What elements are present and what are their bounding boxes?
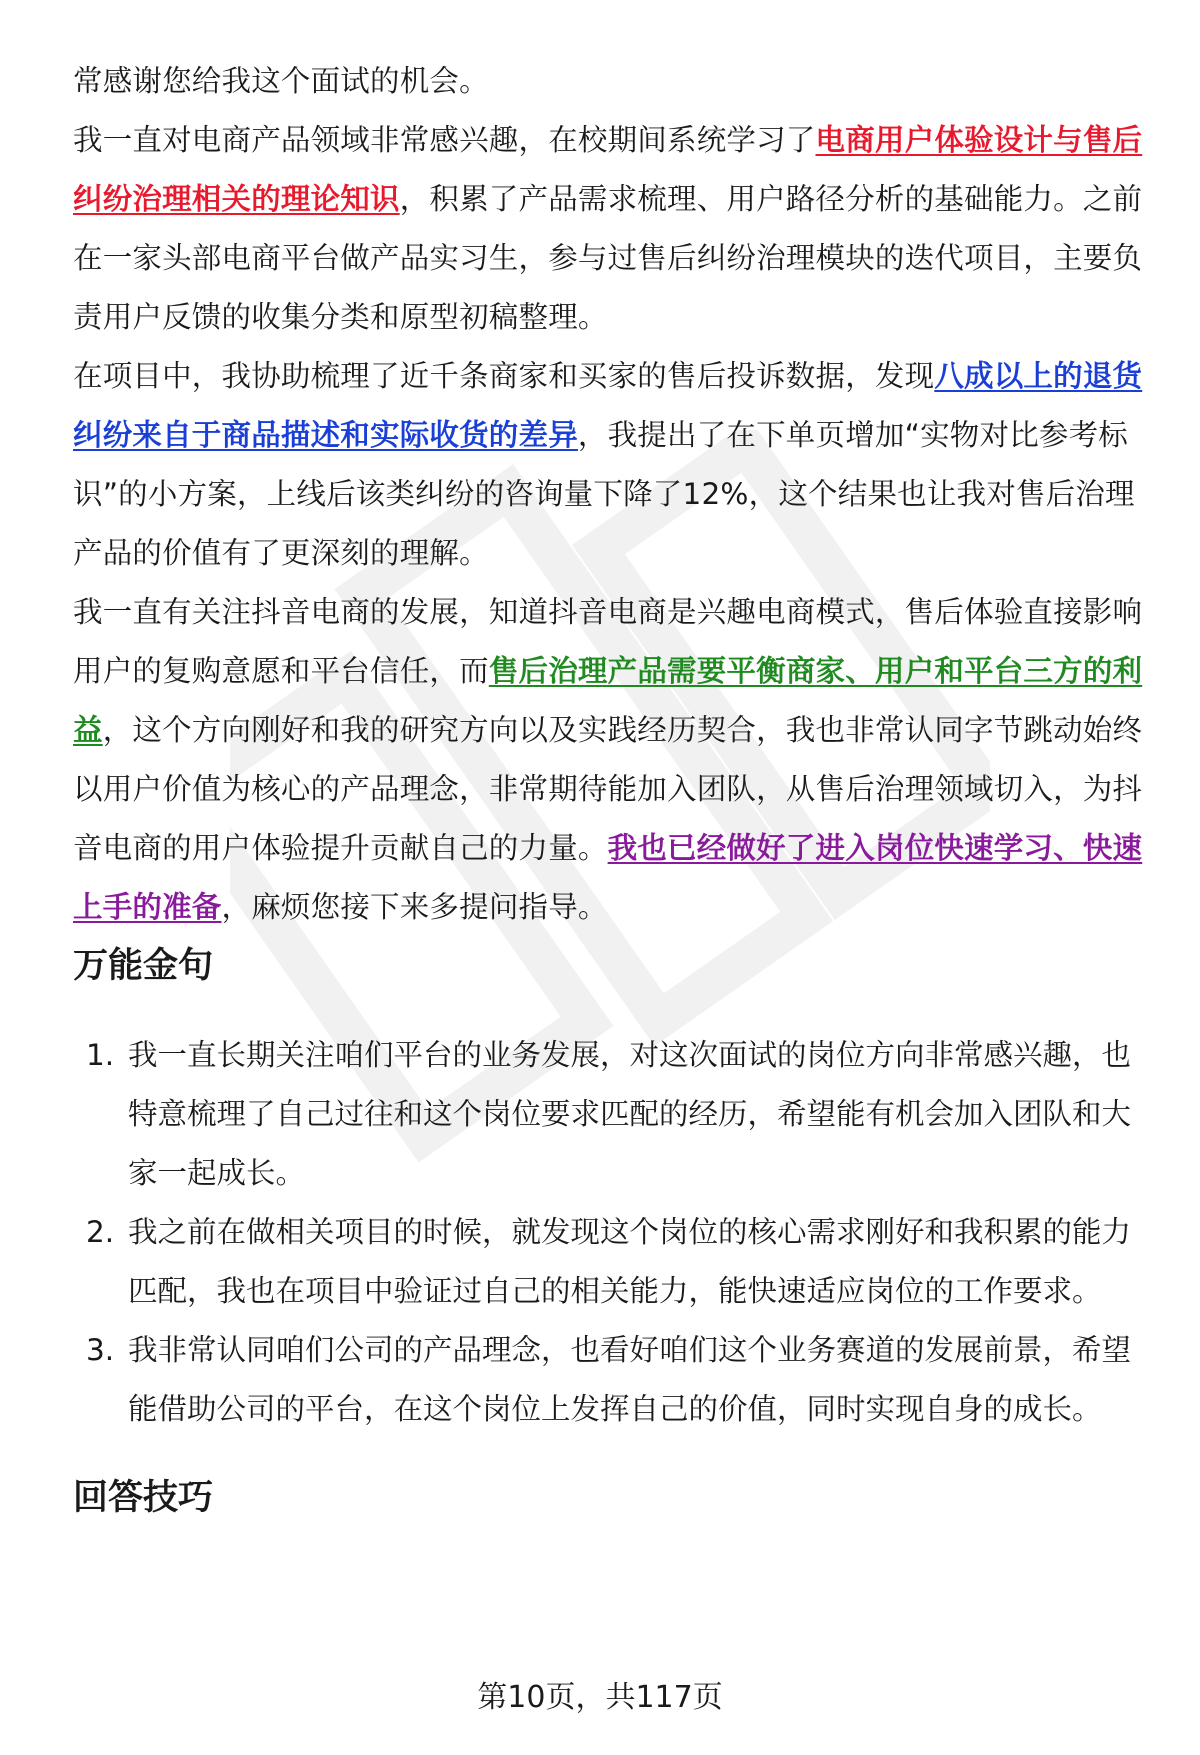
paragraph-4-post: ，麻烦您接下来多提问指导。: [221, 890, 608, 924]
paragraph-1: [73, 52, 1153, 111]
list-item-number: 2.: [86, 1215, 115, 1249]
list-item: [73, 1203, 1153, 1321]
paragraph-4-pre: 我一直有关注抖音电商的发展，知道抖音电商是兴趣电商模式，售后体验直接影响用户的复购意愿和平台信任，而: [73, 595, 1143, 688]
highlight-green: 售后治理产品需要平衡商家、用户和平台三方的利益: [73, 654, 1143, 747]
paragraph-3-post: ，我提出了在下单页增加“实物对比参考标识”的小方案，上线后该类纠纷的咨询量下降了12%，这个结果也让我对售后治理产品的价值有了更深刻的理解。: [73, 418, 1135, 570]
paragraph-2-pre: 我一直对电商产品领域非常感兴趣，在校期间系统学习了: [73, 123, 816, 157]
highlight-blue: 八成以上的退货纠纷来自于商品描述和实际收货的差异: [73, 359, 1143, 452]
highlight-red: 电商用户体验设计与售后纠纷治理相关的理论知识: [73, 123, 1143, 216]
section-title-answer-tips: 回答技巧: [73, 1478, 214, 1518]
list-item-number: 1.: [86, 1038, 115, 1072]
list-item-text: 我之前在做相关项目的时候，就发现这个岗位的核心需求刚好和我积累的能力匹配，我也在项目中验证过自己的相关能力，能快速适应岗位的工作要求。: [128, 1215, 1132, 1308]
paragraph-3: [73, 347, 1153, 583]
section-title-golden-sentences: 万能金句: [73, 946, 214, 986]
paragraph-1-text: 常感谢您给我这个面试的机会。: [73, 64, 489, 98]
paragraph-2-post: ，积累了产品需求梳理、用户路径分析的基础能力。之前在一家头部电商平台做产品实习生，参与过售后纠纷治理模块的迭代项目，主要负责用户反馈的收集分类和原型初稿整理。: [73, 182, 1143, 334]
golden-sentence-list: [73, 1026, 1153, 1439]
page-number: 第10页，共117页: [477, 1680, 723, 1715]
list-item-number: 3.: [86, 1333, 115, 1367]
paragraph-3-pre: 在项目中，我协助梳理了近千条商家和买家的售后投诉数据，发现: [73, 359, 935, 393]
paragraph-4: [73, 583, 1153, 937]
list-item: [73, 1026, 1153, 1203]
paragraph-4-mid: ，这个方向刚好和我的研究方向以及实践经历契合，我也非常认同字节跳动始终以用户价值为核心的产品理念，非常期待能加入团队，从售后治理领域切入，为抖音电商的用户体验提升贡献自己的力量。: [73, 713, 1143, 865]
list-item-text: 我非常认同咱们公司的产品理念，也看好咱们这个业务赛道的发展前景，希望能借助公司的平台，在这个岗位上发挥自己的价值，同时实现自身的成长。: [128, 1333, 1132, 1426]
list-item: [73, 1321, 1153, 1439]
highlight-purple: 我也已经做好了进入岗位快速学习、快速上手的准备: [73, 831, 1143, 924]
list-item-text: 我一直长期关注咱们平台的业务发展，对这次面试的岗位方向非常感兴趣，也特意梳理了自己过往和这个岗位要求匹配的经历，希望能有机会加入团队和大家一起成长。: [128, 1038, 1132, 1190]
document-body: [73, 52, 1153, 1528]
paragraph-2: [73, 111, 1153, 347]
